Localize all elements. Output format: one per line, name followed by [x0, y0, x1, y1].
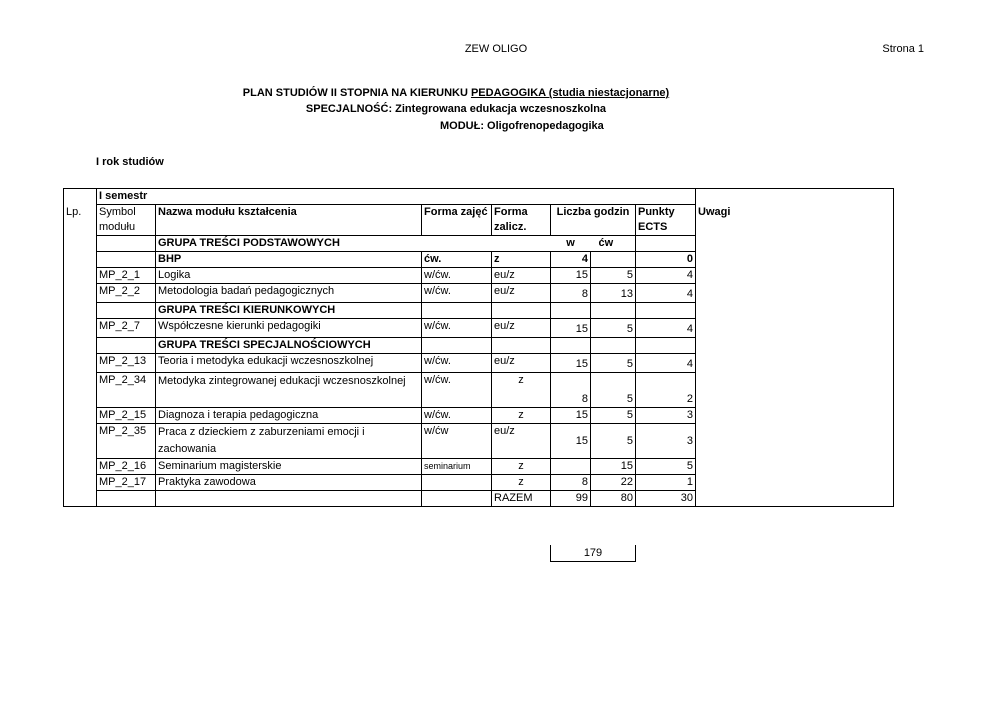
table-row: MP_2_13 Teoria i metodyka edukacji wczesnoszkolnej w/ćw. eu/z 15 5 4 [64, 354, 894, 373]
col-w: w [551, 236, 591, 252]
table-row: BHP ćw. z 4 0 [64, 252, 894, 268]
col-forma-zajec: Forma zajęć [422, 205, 492, 221]
table-row: MP_2_17 Praktyka zawodowa z 8 22 1 [64, 475, 894, 491]
plan-title [0, 87, 912, 99]
group-label: GRUPA TREŚCI SPECJALNOŚCIOWYCH [156, 338, 422, 354]
module: MODUŁ: Oligofrenopedagogika [440, 120, 604, 132]
table-row: MP_2_34 Metodyka zintegrowanej edukacji wczesnoszkolnej w/ćw. z 8 5 2 [64, 373, 894, 408]
page-number: Strona 1 [882, 43, 924, 55]
total-label: RAZEM [492, 491, 551, 507]
table-row: MP_2_1 Logika w/ćw. eu/z 15 5 4 [64, 268, 894, 284]
total-row [64, 491, 894, 507]
col-forma-zalicz: Forma [492, 205, 551, 221]
col-lp: Lp. [64, 205, 97, 221]
col-forma-zalicz-2: zalicz. [492, 220, 551, 236]
group-row-3 [64, 338, 894, 354]
col-name: Nazwa modułu kształcenia [156, 205, 422, 221]
table-row: MP_2_7 Współczesne kierunki pedagogiki w/ćw. eu/z 15 5 4 [64, 319, 894, 338]
col-symbol: Symbol [97, 205, 156, 221]
group-label: GRUPA TREŚCI PODSTAWOWYCH [156, 236, 422, 252]
col-cw: ćw [591, 236, 636, 252]
table-row: MP_2_16 Seminarium magisterskie seminarium z 15 5 [64, 459, 894, 475]
col-symbol-2: modułu [97, 220, 156, 236]
col-liczba-godzin: Liczba godzin [551, 205, 636, 221]
table-row: MP_2_2 Metodologia badań pedagogicznych w/ćw. eu/z 8 13 4 [64, 284, 894, 303]
page-header-title: ZEW OLIGO [464, 43, 528, 55]
study-plan-table [63, 188, 894, 507]
table-row: MP_2_15 Diagnoza i terapia pedagogiczna w/ćw. z 15 5 3 [64, 408, 894, 424]
total-w: 99 [551, 491, 591, 507]
plan-title-field: PEDAGOGIKA (studia niestacjonarne) [470, 87, 670, 99]
col-uwagi: Uwagi [696, 205, 894, 221]
year-label: I rok studiów [96, 156, 164, 168]
total-cw: 80 [591, 491, 636, 507]
total-ects: 30 [636, 491, 696, 507]
header-row [64, 205, 894, 221]
semester-row [64, 189, 894, 205]
group-row-2 [64, 303, 894, 319]
col-punkty-2: ECTS [636, 220, 696, 236]
table-row: MP_2_35 Praca z dzieckiem z zaburzeniami emocji i zachowania w/ćw eu/z 15 5 3 [64, 424, 894, 459]
specialization: SPECJALNOŚĆ: Zintegrowana edukacja wczesnoszkolna [305, 103, 607, 115]
header-row-2 [64, 220, 894, 236]
total-hours: 179 [550, 545, 636, 562]
plan-title-prefix: PLAN STUDIÓW II STOPNIA NA KIERUNKU [242, 87, 471, 99]
group-row-1 [64, 236, 894, 252]
group-label: GRUPA TREŚCI KIERUNKOWYCH [156, 303, 422, 319]
semester-label: I semestr [97, 189, 156, 205]
col-punkty: Punkty [636, 205, 696, 221]
